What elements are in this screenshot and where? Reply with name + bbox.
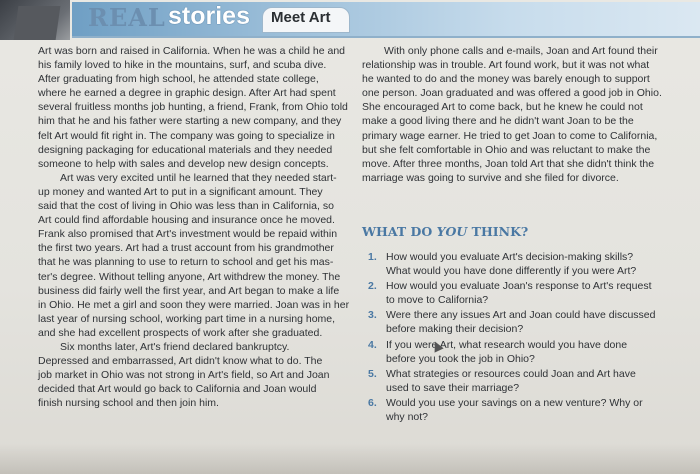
banner-stories-word: stories	[168, 2, 250, 30]
questions-list	[368, 250, 678, 425]
text-line: said that the cost of living in Ohio was less than in California, so	[38, 200, 334, 213]
text-line: felt Art would fit right in. The company was going to specialize in	[38, 129, 335, 142]
question-text	[386, 367, 678, 395]
text-line: primary wage earner. He tried to get Joan to come to California,	[362, 129, 658, 142]
question-item	[368, 396, 678, 424]
text-line: After graduating from high school, he attended state college,	[38, 73, 319, 86]
text-line: Art was very excited until he learned that they needed start-	[60, 171, 337, 184]
question-text	[386, 279, 678, 307]
text-line: She encouraged Art to come back, but he knew he could not	[362, 101, 643, 114]
question-text	[386, 250, 678, 278]
banner-real-word: REAL	[88, 3, 166, 32]
text-line: marriage was going to survive and she filed for divorce.	[362, 171, 619, 184]
photo-corner-tab	[14, 6, 61, 40]
text-line: ter's degree. Without telling anyone, Art withdrew the money. The	[38, 270, 341, 283]
text-line: Art could find affordable housing and insurance once he moved.	[38, 214, 335, 227]
text-line: that he was planning to use to return to school and get his mas-	[38, 256, 334, 269]
text-line: move. After three months, Joan told Art that she didn't think the	[362, 157, 655, 170]
text-line: last year of nursing school, working part time in a nursing home,	[38, 312, 336, 325]
heading-italic: YOU	[436, 224, 468, 239]
story-right-column	[362, 44, 672, 185]
question-text	[386, 338, 678, 366]
header-banner	[72, 2, 700, 38]
text-line: relationship was in trouble. Art found work, but it was not what	[362, 59, 650, 72]
question-line: What strategies or resources could Joan and Art have	[386, 367, 636, 380]
text-line: up money and wanted Art to put in a significant amount. They	[38, 185, 323, 198]
question-number: 6.	[368, 396, 377, 409]
question-text	[386, 396, 678, 424]
question-number: 5.	[368, 367, 377, 380]
question-text	[386, 308, 678, 336]
text-line: the first two years. Art had a trust account from his grandmother	[38, 242, 334, 255]
text-line: Six months later, Art's friend declared bankruptcy.	[60, 340, 290, 353]
text-line: Art was born and raised in California. When he was a child he and	[38, 45, 346, 57]
question-item	[368, 250, 678, 278]
text-line: make a good living there and he didn't want Joan to be the	[362, 115, 634, 128]
text-line: several fruitless months job hunting, a friend, Frank, from Ohio told	[38, 101, 348, 114]
question-line: why not?	[386, 411, 429, 424]
questions-heading	[362, 224, 528, 239]
text-line: someone to help with sales and develop new design concepts.	[38, 157, 329, 170]
heading-prefix: WHAT DO	[362, 224, 437, 239]
text-line: his family loved to hike in the mountains, surf, and scuba dive.	[38, 59, 327, 72]
question-line: How would you evaluate Joan's response to Art's request	[386, 280, 652, 293]
text-line: him that he and his father were starting a new company, and they	[38, 115, 342, 128]
text-line: one person. Joan graduated and was offered a good job in Ohio.	[362, 87, 662, 100]
question-line: Were there any issues Art and Joan could have discussed	[386, 309, 656, 322]
question-line: How would you evaluate Art's decision-making skills?	[386, 251, 634, 263]
question-item	[368, 279, 678, 307]
text-line: With only phone calls and e-mails, Joan and Art found their	[384, 45, 658, 57]
text-line: he wanted to do and the money was barely enough to support	[362, 73, 650, 86]
text-line: decided that Art would go back to California and Joan would	[38, 383, 317, 396]
text-line: and she had excellent prospects of work after she graduated.	[38, 326, 323, 339]
photo-shadow	[0, 444, 700, 474]
question-line: Would you use your savings on a new venture? Why or	[386, 396, 643, 409]
text-line: but she felt comfortable in Ohio and was reluctant to make the	[362, 143, 651, 156]
text-line: business did fairly well the first year, and Art began to make a life	[38, 284, 340, 297]
text-line: in Ohio. He met a girl and soon they were married. Joan was in her	[38, 298, 350, 311]
question-number: 3.	[368, 309, 377, 322]
question-number: 4.	[368, 338, 377, 351]
question-item	[368, 367, 678, 395]
question-number: 1.	[368, 251, 377, 263]
page-title: Meet Art	[271, 9, 331, 26]
text-line: where he earned a degree in graphic design. After Art had spent	[38, 87, 336, 100]
question-line: used to save their marriage?	[386, 381, 520, 394]
story-left-column	[38, 44, 353, 410]
question-item	[368, 338, 678, 366]
heading-suffix: THINK?	[467, 224, 529, 239]
question-item	[368, 308, 678, 336]
text-line: Depressed and embarrassed, Art didn't know what to do. The	[38, 355, 323, 368]
text-line: Frank also promised that Art's investment would be repaid within	[38, 228, 338, 241]
question-number: 2.	[368, 280, 377, 293]
text-line: job market in Ohio was not strong in Art's field, so Art and Joan	[38, 369, 330, 382]
question-line: before making their decision?	[386, 323, 524, 336]
question-line: If you were Art, what research would you have done	[386, 338, 628, 351]
question-line: What would you have done differently if you were Art?	[386, 265, 637, 278]
question-line: before you took the job in Ohio?	[386, 352, 535, 365]
question-line: to move to California?	[386, 294, 489, 307]
text-line: finish nursing school and then join him.	[38, 397, 219, 410]
text-line: designing packaging for educational materials and they needed	[38, 143, 333, 156]
